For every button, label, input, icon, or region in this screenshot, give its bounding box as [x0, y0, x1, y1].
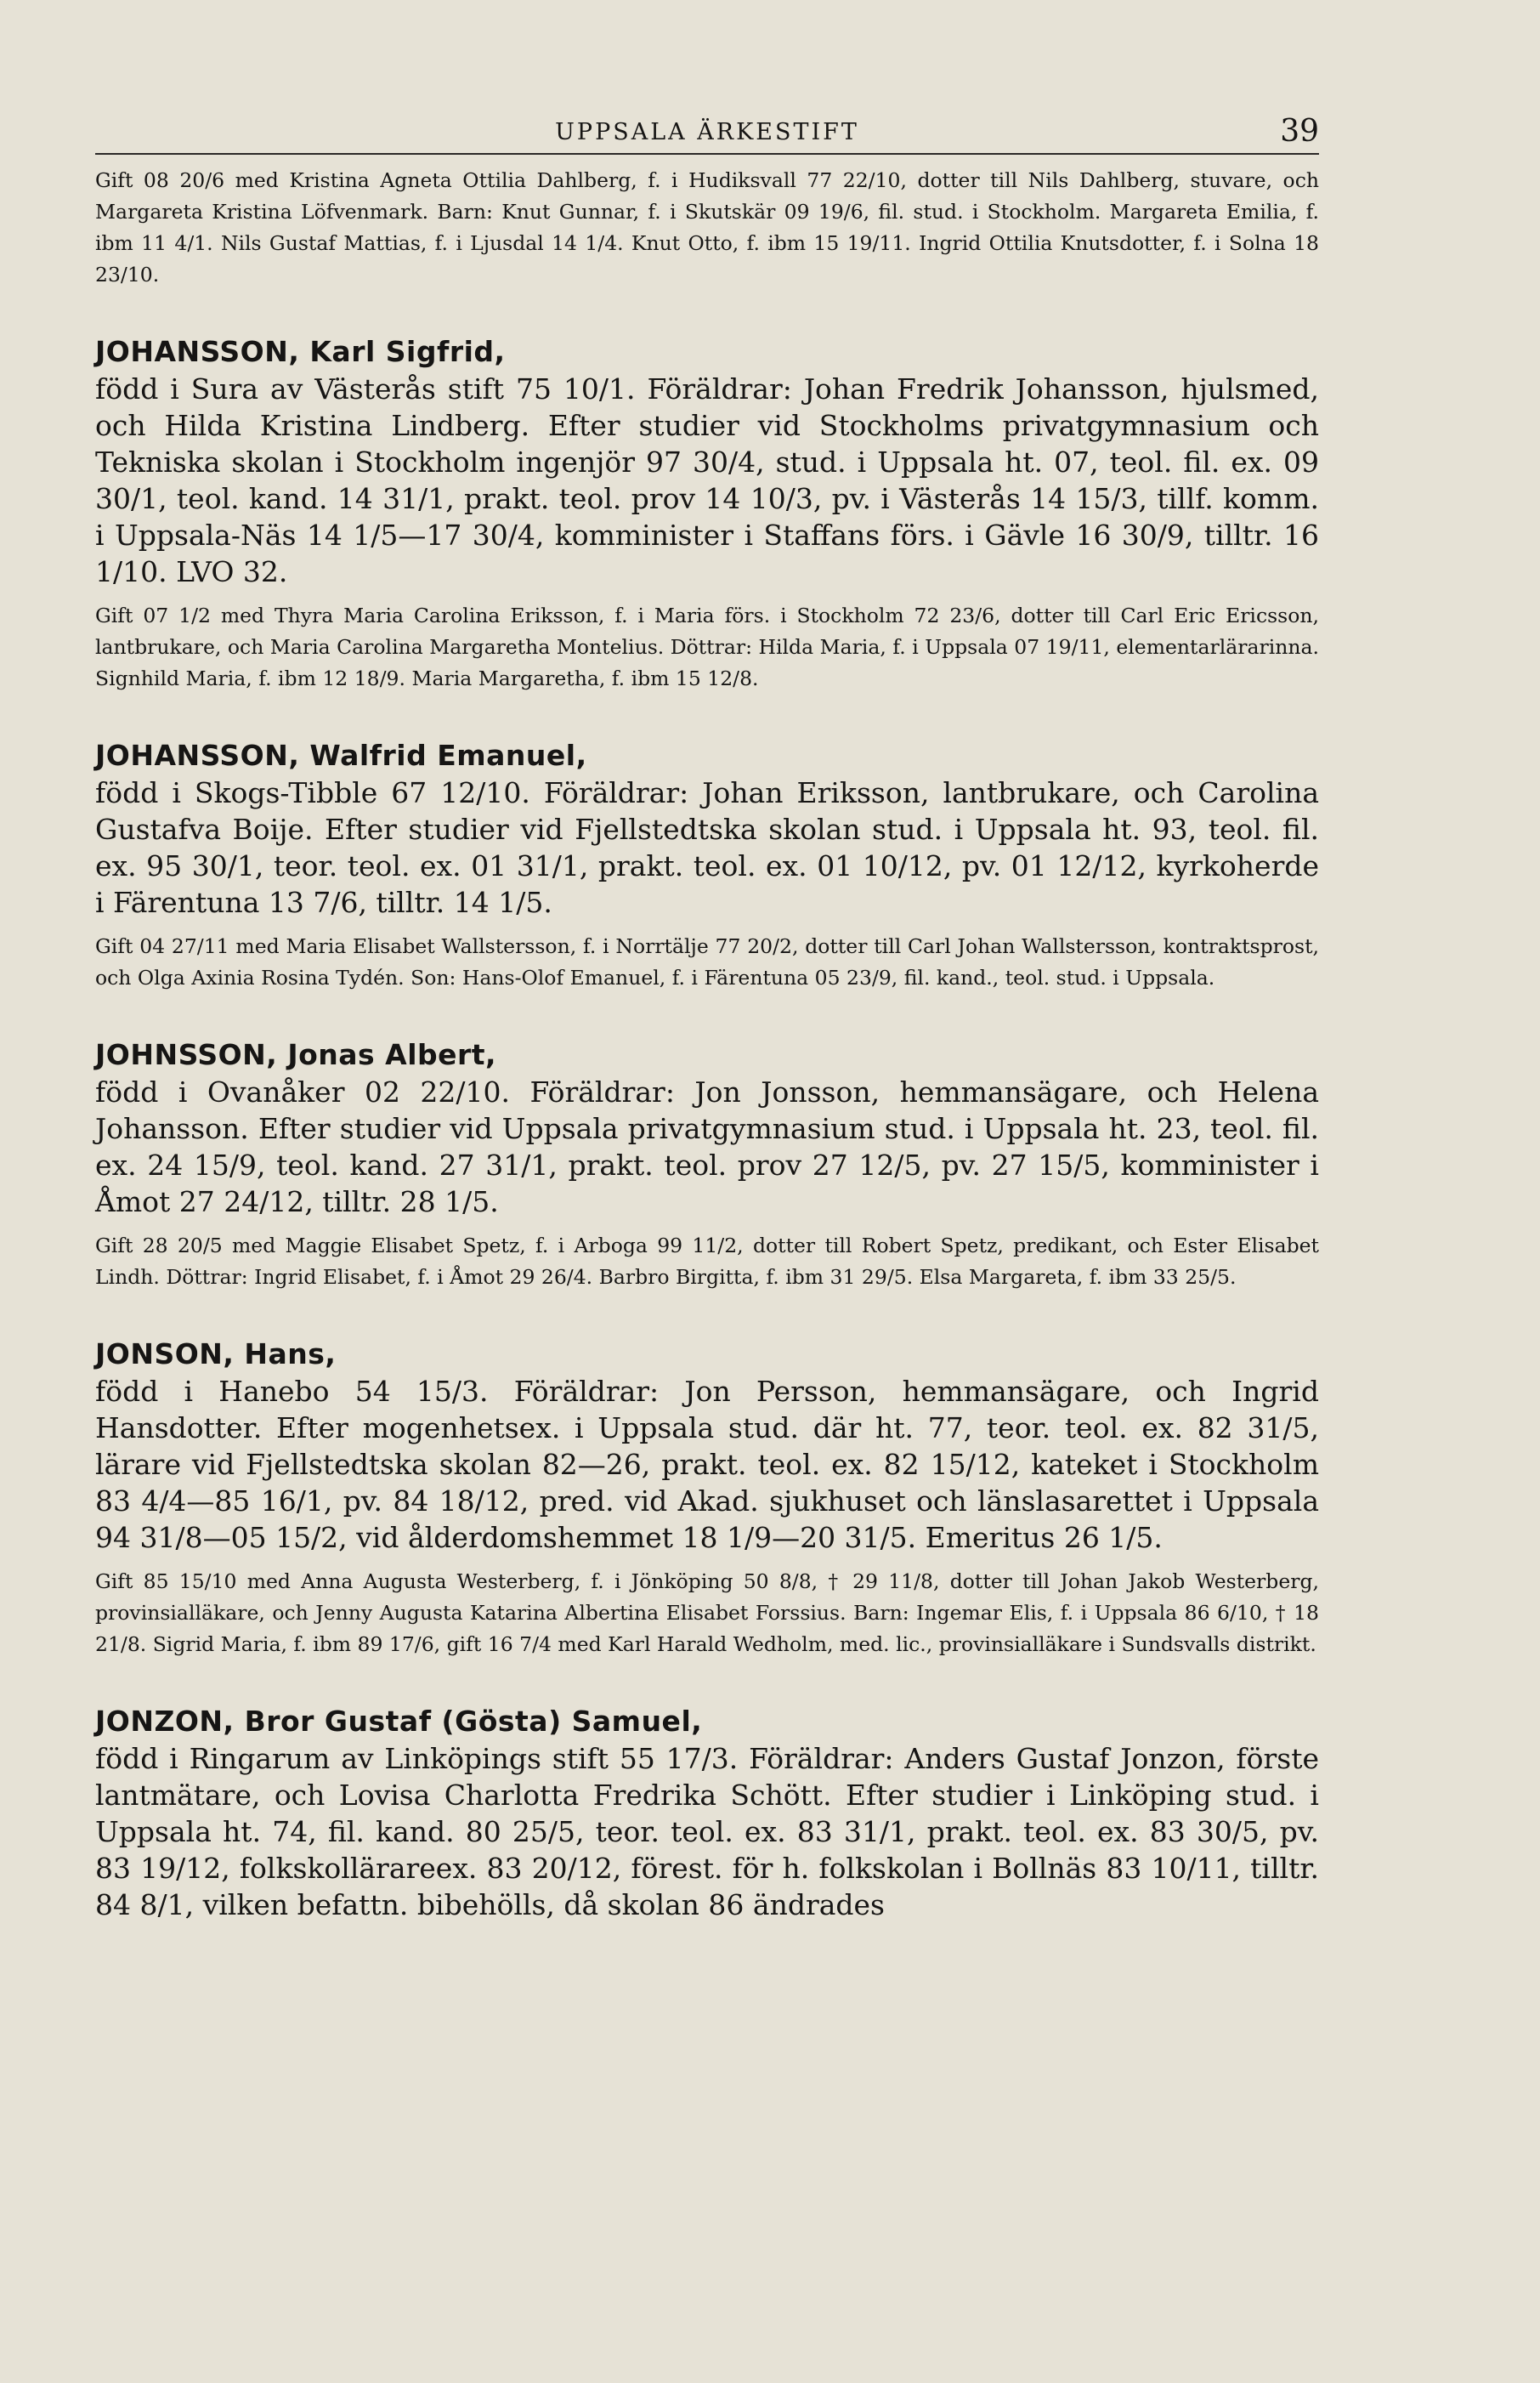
- entry-family: Gift 07 1/2 med Thyra Maria Carolina Eriksson, f. i Maria förs. i Stockholm 72 23/6, dotter till Carl Eric Ericsson, lantbrukare, och Maria Carolina Margaretha Montelius. Döttrar: Hilda Maria, f. i Uppsala 07 19/11, elementarlärarinna. Signhild Maria, f. ibm 12 18/9. Maria Margaretha, f. ibm 15 12/8.: [95, 604, 1319, 690]
- entry-family: Gift 85 15/10 med Anna Augusta Westerberg, f. i Jönköping 50 8/8, † 29 11/8, dotter till Johan Jakob Westerberg, provinsialläkare, och Jenny Augusta Katarina Albertina Elisabet Forssius. Barn: Ingemar Elis, f. i Uppsala 86 6/10, † 18 21/8. Sigrid Maria, f. ibm 89 17/6, gift 16 7/4 med Karl Harald Wedholm, med. lic., provinsialläkare i Sundsvalls distrikt.: [95, 1569, 1319, 1656]
- entry-family: Gift 04 27/11 med Maria Elisabet Wallstersson, f. i Norrtälje 77 20/2, dotter till Carl Johan Wallstersson, kontraktsprost, och Olga Axinia Rosina Tydén. Son: Hans-Olof Emanuel, f. i Färentuna 05 23/9, fil. kand., teol. stud. i Uppsala.: [95, 934, 1319, 990]
- entry-bio: född i Hanebo 54 15/3. Föräldrar: Jon Persson, hemmansägare, och Ingrid Hansdotter. Efter mogenhetsex. i Uppsala stud. där ht. 77, teor. teol. ex. 82 31/5, lärare vid Fjellstedtska skolan 82—26, prakt. teol. ex. 82 15/12, kateket i Stockholm 83 4/4—85 16/1, pv. 84 18/12, pred. vid Akad. sjukhuset och länslasarettet i Uppsala 94 31/8—05 15/2, vid ålderdomshemmet 18 1/9—20 31/5. Emeritus 26 1/5.: [95, 1375, 1319, 1554]
- page-number: 39: [1280, 114, 1319, 149]
- continuation-paragraph: Gift 08 20/6 med Kristina Agneta Ottilia Dahlberg, f. i Hudiksvall 77 22/10, dotter till Nils Dahlberg, stuvare, och Margareta Kristina Löfvenmark. Barn: Knut Gunnar, f. i Skutskär 09 19/6, fil. stud. i Stockholm. Margareta Emilia, f. ibm 11 4/1. Nils Gustaf Mattias, f. i Ljusdal 14 1/4. Knut Otto, f. ibm 15 19/11. Ingrid Ottilia Knutsdotter, f. i Solna 18 23/10.: [95, 168, 1319, 287]
- running-head: [95, 102, 1319, 155]
- page: [95, 102, 1319, 1923]
- entry-name: JONZON, Bror Gustaf (Gösta) Samuel,: [95, 1705, 703, 1738]
- entry-name: JOHANSSON, Karl Sigfrid,: [95, 335, 506, 368]
- entry-name: JONSON, Hans,: [95, 1337, 337, 1370]
- entry-bror-gustaf: [95, 1703, 1319, 1923]
- entry-bio: född i Ringarum av Linköpings stift 55 17/3. Föräldrar: Anders Gustaf Jonzon, förste lantmätare, och Lovisa Charlotta Fredrika Schött. Efter studier i Linköping stud. i Uppsala ht. 74, fil. kand. 80 25/5, teor. teol. ex. 83 31/1, prakt. teol. ex. 83 30/5, pv. 83 19/12, folkskollärareex. 83 20/12, förest. för h. folkskolan i Bollnäs 83 10/11, tilltr. 84 8/1, vilken befattn. bibehölls, då skolan 86 ändrades: [95, 1742, 1319, 1921]
- entry-karl-sigfrid: [95, 333, 1319, 695]
- header-title: UPPSALA ÄRKESTIFT: [555, 119, 859, 145]
- entry-walfrid-emanuel: [95, 737, 1319, 994]
- entry-family: Gift 28 20/5 med Maggie Elisabet Spetz, f. i Arboga 99 11/2, dotter till Robert Spetz, predikant, och Ester Elisabet Lindh. Döttrar: Ingrid Elisabet, f. i Åmot 29 26/4. Barbro Birgitta, f. ibm 31 29/5. Elsa Margareta, f. ibm 33 25/5.: [95, 1234, 1319, 1289]
- entry-bio: född i Sura av Västerås stift 75 10/1. Föräldrar: Johan Fredrik Johansson, hjulsmed, och Hilda Kristina Lindberg. Efter studier vid Stockholms privatgymnasium och Tekniska skolan i Stockholm ingenjör 97 30/4, stud. i Uppsala ht. 07, teol. fil. ex. 09 30/1, teol. kand. 14 31/1, prakt. teol. prov 14 10/3, pv. i Västerås 14 15/3, tillf. komm. i Uppsala-Näs 14 1/5—17 30/4, komminister i Staffans förs. i Gävle 16 30/9, tilltr. 16 1/10. LVO 32.: [95, 372, 1319, 588]
- entry-name: JOHANSSON, Walfrid Emanuel,: [95, 739, 587, 772]
- entry-hans: [95, 1336, 1319, 1660]
- entry-name: JOHNSSON, Jonas Albert,: [95, 1038, 497, 1071]
- entry-jonas-albert: [95, 1036, 1319, 1293]
- entry-bio: född i Skogs-Tibble 67 12/10. Föräldrar: Johan Eriksson, lantbrukare, och Carolina Gustafva Boije. Efter studier vid Fjellstedtska skolan stud. i Uppsala ht. 93, teol. fil. ex. 95 30/1, teor. teol. ex. 01 31/1, prakt. teol. ex. 01 10/12, pv. 01 12/12, kyrkoherde i Färentuna 13 7/6, tilltr. 14 1/5.: [95, 776, 1319, 919]
- entry-bio: född i Ovanåker 02 22/10. Föräldrar: Jon Jonsson, hemmansägare, och Helena Johansson. Efter studier vid Uppsala privatgymnasium stud. i Uppsala ht. 23, teol. fil. ex. 24 15/9, teol. kand. 27 31/1, prakt. teol. prov 27 12/5, pv. 27 15/5, komminister i Åmot 27 24/12, tilltr. 28 1/5.: [95, 1075, 1319, 1218]
